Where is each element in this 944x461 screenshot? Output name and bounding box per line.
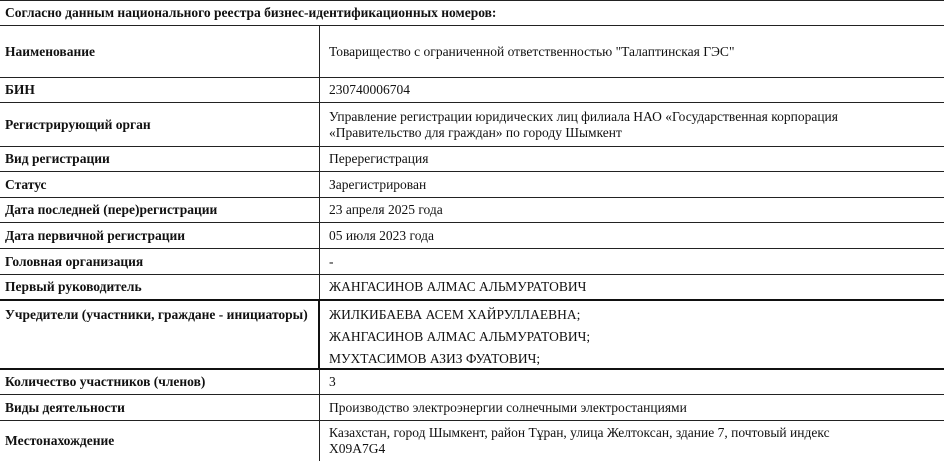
label-members-count: Количество участников (членов) [0, 370, 320, 394]
label-bin: БИН [0, 78, 320, 102]
row-name [0, 26, 944, 78]
row-activity-types [0, 395, 944, 421]
value-first-registration-date: 05 июля 2023 года [329, 227, 434, 243]
value-last-registration-date: 23 апреля 2025 года [329, 202, 443, 217]
label-first-registration-date: Дата первичной регистрации [0, 223, 320, 248]
label-head-organization: Головная организация [0, 249, 320, 274]
row-head-organization [0, 249, 944, 275]
label-status: Статус [0, 172, 320, 197]
value-bin: 230740006704 [329, 82, 410, 97]
value-location [320, 421, 944, 461]
row-first-registration-date [0, 223, 944, 249]
value-founders [320, 301, 944, 368]
value-name: Товарищество с ограниченной ответственностью "Талаптинская ГЭС" [329, 43, 735, 59]
registering-authority-line-1: Управление регистрации юридических лиц филиала НАО «Государственная корпорация [329, 108, 838, 124]
row-bin [0, 78, 944, 103]
row-members-count [0, 370, 944, 395]
value-registering-authority [320, 103, 944, 146]
label-first-head: Первый руководитель [0, 275, 320, 299]
value-members-count: 3 [329, 374, 336, 389]
value-activity-types: Производство электроэнергии солнечными электростанциями [329, 399, 687, 415]
label-founders: Учредители (участники, граждане - инициаторы) [0, 301, 320, 368]
registry-header: Согласно данным национального реестра бизнес-идентификационных номеров: [0, 0, 944, 26]
registering-authority-line-2: «Правительство для граждан» по городу Шымкент [329, 124, 622, 140]
row-first-head [0, 275, 944, 301]
label-activity-types: Виды деятельности [0, 395, 320, 420]
row-location [0, 421, 944, 461]
location-line-2: X09A7G4 [329, 441, 386, 456]
label-name: Наименование [0, 26, 320, 77]
row-registering-authority [0, 103, 944, 147]
value-first-head: ЖАНГАСИНОВ АЛМАС АЛЬМУРАТОВИЧ [329, 279, 587, 294]
founder-item: ЖАНГАСИНОВ АЛМАС АЛЬМУРАТОВИЧ; [329, 329, 591, 344]
label-location: Местонахождение [0, 421, 320, 461]
row-registration-type [0, 147, 944, 172]
value-head-organization: - [329, 253, 334, 269]
value-status: Зарегистрирован [329, 176, 427, 192]
label-registration-type: Вид регистрации [0, 147, 320, 171]
founder-item: ЖИЛКИБАЕВА АСЕМ ХАЙРУЛЛАЕВНА; [329, 307, 581, 322]
row-last-registration-date [0, 198, 944, 223]
row-founders [0, 301, 944, 370]
location-line-1: Казахстан, город Шымкент, район Тұран, улица Желтоксан, здание 7, почтовый индекс [329, 425, 830, 440]
label-registering-authority: Регистрирующий орган [0, 103, 320, 146]
value-registration-type: Перерегистрация [329, 151, 429, 166]
row-status [0, 172, 944, 198]
founder-item: МУХТАСИМОВ АЗИЗ ФУАТОВИЧ; [329, 351, 541, 366]
label-last-registration-date: Дата последней (пере)регистрации [0, 198, 320, 222]
